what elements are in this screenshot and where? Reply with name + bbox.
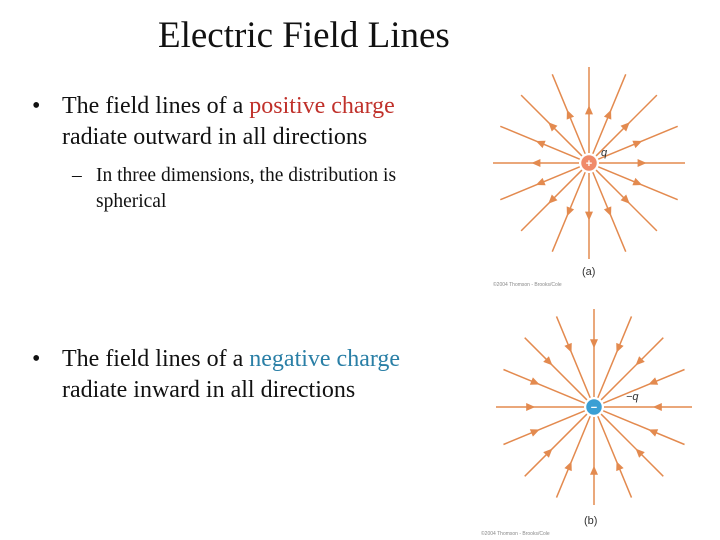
- minus-sign-icon: −: [590, 402, 598, 414]
- sub-bullet-line2: spherical: [96, 191, 167, 212]
- sub-bullet-dash: –: [72, 165, 82, 186]
- positive-charge-field-diagram: [493, 67, 685, 259]
- negative-charge-highlight: negative charge: [249, 346, 401, 372]
- figure-a-copyright: ©2004 Thomson - Brooks/Cole: [493, 282, 562, 288]
- plus-sign-icon: +: [585, 158, 593, 170]
- slide-title: Electric Field Lines: [158, 15, 450, 56]
- positive-charge-highlight: positive charge: [249, 93, 395, 119]
- field-arrow-head: [531, 159, 540, 167]
- bullet-dot: •: [32, 346, 41, 372]
- field-arrow-head: [638, 159, 647, 167]
- field-arrow-head: [526, 403, 535, 411]
- sub-bullet-line1: In three dimensions, the distribution is: [96, 165, 397, 186]
- positive-charge-label: q: [601, 147, 608, 159]
- negative-charge-field-diagram: [496, 309, 692, 505]
- bullet-negative-prefix: The field lines of a: [62, 346, 250, 372]
- bullet-positive-prefix: The field lines of a: [62, 93, 250, 119]
- bullet-dot: •: [32, 93, 41, 119]
- bullet-negative-line2: radiate inward in all directions: [62, 377, 356, 403]
- field-arrow-head: [585, 212, 593, 221]
- field-arrow-head: [590, 466, 598, 475]
- figure-a-caption: (a): [582, 266, 596, 278]
- field-arrow-head: [590, 339, 598, 348]
- negative-charge-label: −q: [626, 391, 639, 403]
- figure-b-copyright: ©2004 Thomson - Brooks/Cole: [481, 531, 550, 537]
- field-arrow-head: [653, 403, 662, 411]
- bullet-positive-line2: radiate outward in all directions: [62, 124, 368, 150]
- field-arrow-head: [585, 105, 593, 114]
- figure-b-caption: (b): [584, 515, 598, 527]
